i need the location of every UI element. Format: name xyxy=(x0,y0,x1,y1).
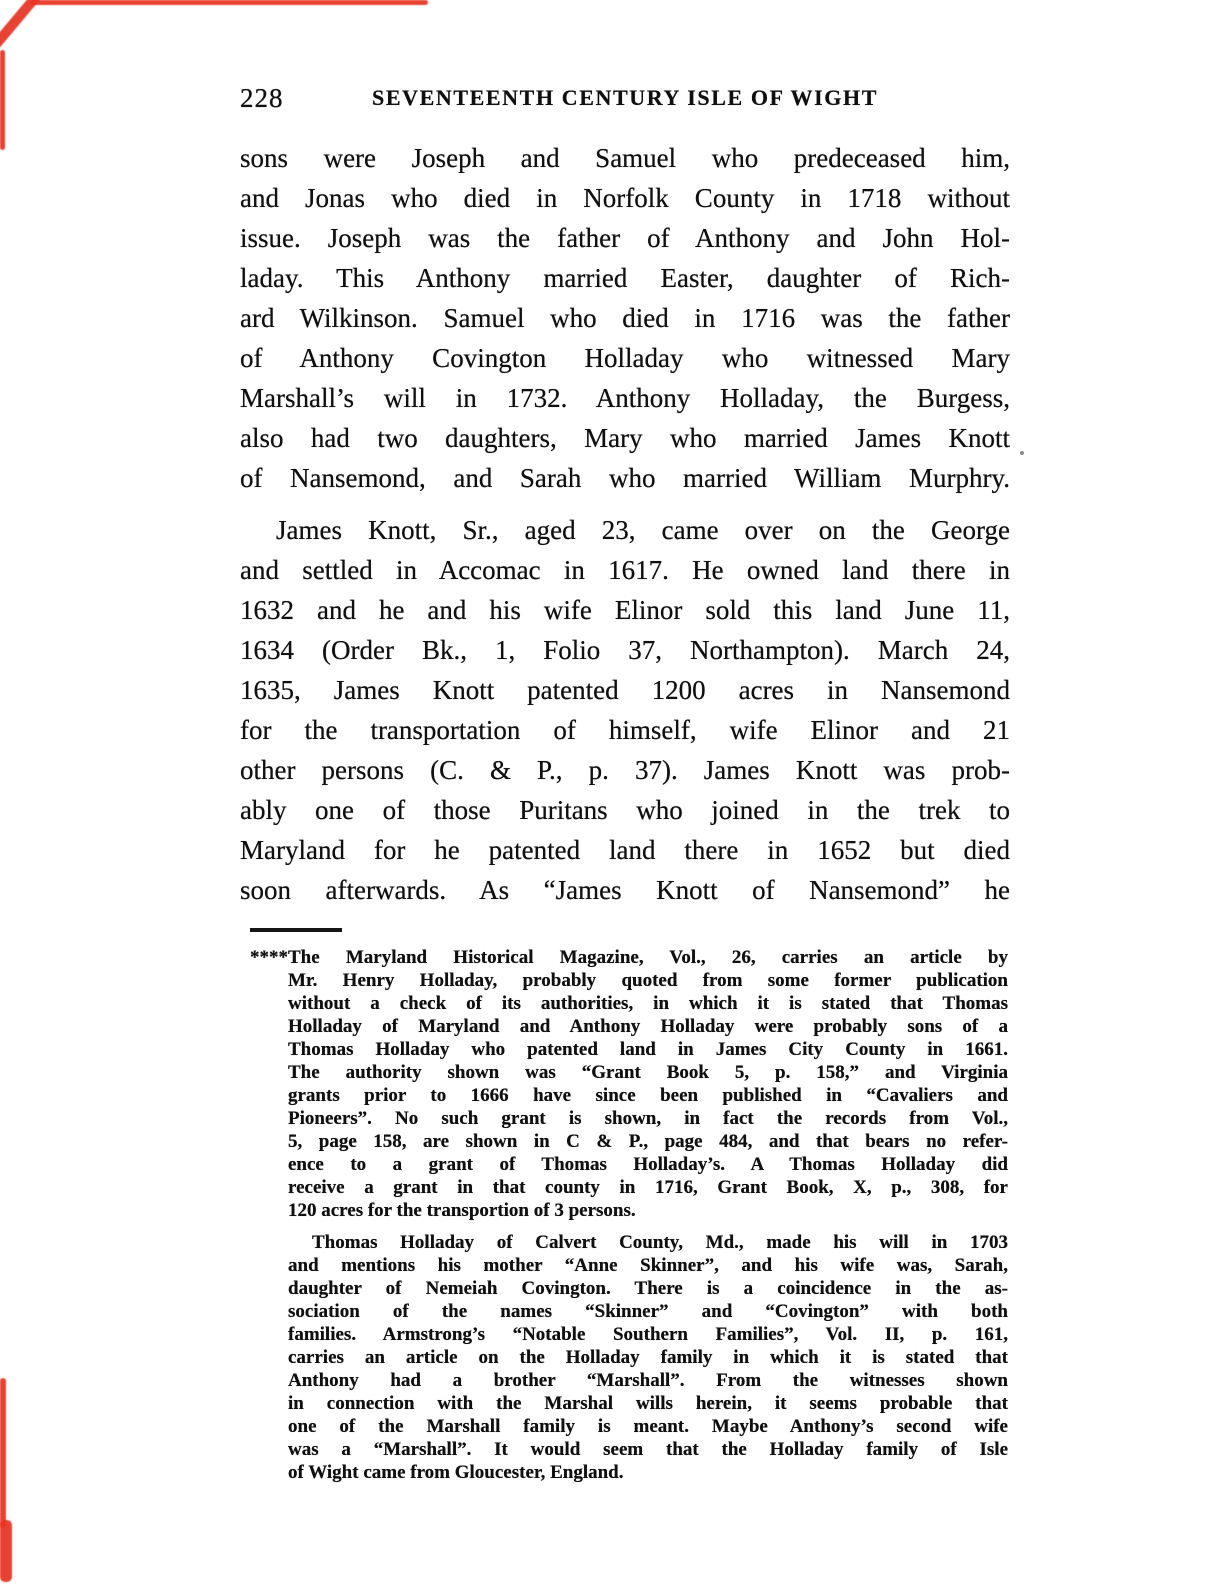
footnote xyxy=(250,946,1008,1222)
red-pen-mark-left-top xyxy=(0,50,5,150)
scan-speck xyxy=(1020,451,1024,455)
text-line: Thomas Holladay who patented land in James City County in 1661. xyxy=(288,1039,1008,1060)
text-line: and settled in Accomac in 1617. He owned land there in xyxy=(240,555,1010,585)
text-line: of Wight came from Gloucester, England. xyxy=(288,1462,624,1483)
text-line: Marshall’s will in 1732. Anthony Holladay, the Burgess, xyxy=(240,383,1010,413)
footnote xyxy=(250,1231,1008,1484)
text-line: ably one of those Puritans who joined in the trek to xyxy=(240,795,1010,825)
footnotes xyxy=(240,946,1008,1484)
text-line: sons were Joseph and Samuel who predeceased him, xyxy=(240,143,1010,173)
text-line: ard Wilkinson. Samuel who died in 1716 was the father xyxy=(240,303,1010,333)
page-header xyxy=(240,80,1010,116)
footnote-separator xyxy=(250,928,342,932)
text-line: and mentions his mother “Anne Skinner”, and his wife was, Sarah, xyxy=(288,1255,1008,1276)
text-line: 5, page 158, are shown in C & P., page 484, and that bears no refer- xyxy=(288,1131,1008,1152)
text-line: one of the Marshall family is meant. Maybe Anthony’s second wife xyxy=(288,1416,1008,1437)
text-line: 1632 and he and his wife Elinor sold this land June 11, xyxy=(240,595,1010,625)
paragraph xyxy=(240,138,1010,498)
text-line: 120 acres for the transportion of 3 persons. xyxy=(288,1200,636,1221)
text-line: of Nansemond, and Sarah who married William Murphry. xyxy=(240,463,1010,493)
text-line: The authority shown was “Grant Book 5, p. 158,” and Virginia xyxy=(288,1062,1008,1083)
text-line: was a “Marshall”. It would seem that the Holladay family of Isle xyxy=(288,1439,1008,1460)
text-line: soon afterwards. As “James Knott of Nansemond” he xyxy=(240,875,1010,905)
text-line: grants prior to 1666 have since been published in “Cavaliers and xyxy=(288,1085,1008,1106)
red-pen-mark-corner-blob xyxy=(0,1520,12,1582)
text-line: for the transportation of himself, wife Elinor and 21 xyxy=(240,715,1010,745)
text-line: Mr. Henry Holladay, probably quoted from some former publication xyxy=(288,970,1008,991)
paragraph xyxy=(240,510,1010,910)
page-number: 228 xyxy=(240,83,284,113)
text-line: 1635, James Knott patented 1200 acres in Nansemond xyxy=(240,675,1010,705)
text-line: carries an article on the Holladay family in which it is stated that xyxy=(288,1347,1008,1368)
text-line: of Anthony Covington Holladay who witnessed Mary xyxy=(240,343,1010,373)
body-text xyxy=(240,138,1010,910)
text-line: ence to a grant of Thomas Holladay’s. A Thomas Holladay did xyxy=(288,1154,1008,1175)
text-line: issue. Joseph was the father of Anthony and John Hol- xyxy=(240,223,1010,253)
text-line: Maryland for he patented land there in 1652 but died xyxy=(240,835,1010,865)
text-line: laday. This Anthony married Easter, daughter of Rich- xyxy=(240,263,1010,293)
red-pen-mark-left-bottom xyxy=(0,1378,6,1528)
text-line: James Knott, Sr., aged 23, came over on the George xyxy=(276,515,1010,545)
text-line: 1634 (Order Bk., 1, Folio 37, Northampton). March 24, xyxy=(240,635,1010,665)
text-line: Pioneers”. No such grant is shown, in fact the records from Vol., xyxy=(288,1108,1008,1129)
text-line: families. Armstrong’s “Notable Southern Families”, Vol. II, p. 161, xyxy=(288,1324,1008,1345)
red-pen-mark-top-left-diagonal xyxy=(0,0,53,64)
text-line: also had two daughters, Mary who married James Knott xyxy=(240,423,1010,453)
text-line: in connection with the Marshal wills herein, it seems probable that xyxy=(288,1393,1008,1414)
text-line: without a check of its authorities, in which it is stated that Thomas xyxy=(288,993,1008,1014)
running-header: SEVENTEENTH CENTURY ISLE OF WIGHT xyxy=(372,85,878,110)
text-line: receive a grant in that county in 1716, Grant Book, X, p., 308, for xyxy=(288,1177,1008,1198)
text-line: daughter of Nemeiah Covington. There is a coincidence in the as- xyxy=(288,1278,1008,1299)
text-line: sociation of the names “Skinner” and “Covington” with both xyxy=(288,1301,1008,1322)
red-pen-mark-top-edge xyxy=(30,0,428,5)
text-line: Holladay of Maryland and Anthony Holladay were probably sons of a xyxy=(288,1016,1008,1037)
text-line: ****The Maryland Historical Magazine, Vol., 26, carries an article by xyxy=(250,947,1008,968)
text-line: other persons (C. & P., p. 37). James Knott was prob- xyxy=(240,755,1010,785)
text-block xyxy=(240,138,1010,1484)
text-line: and Jonas who died in Norfolk County in 1718 without xyxy=(240,183,1010,213)
text-line: Thomas Holladay of Calvert County, Md., made his will in 1703 xyxy=(312,1232,1008,1253)
text-line: Anthony had a brother “Marshall”. From the witnesses shown xyxy=(288,1370,1008,1391)
